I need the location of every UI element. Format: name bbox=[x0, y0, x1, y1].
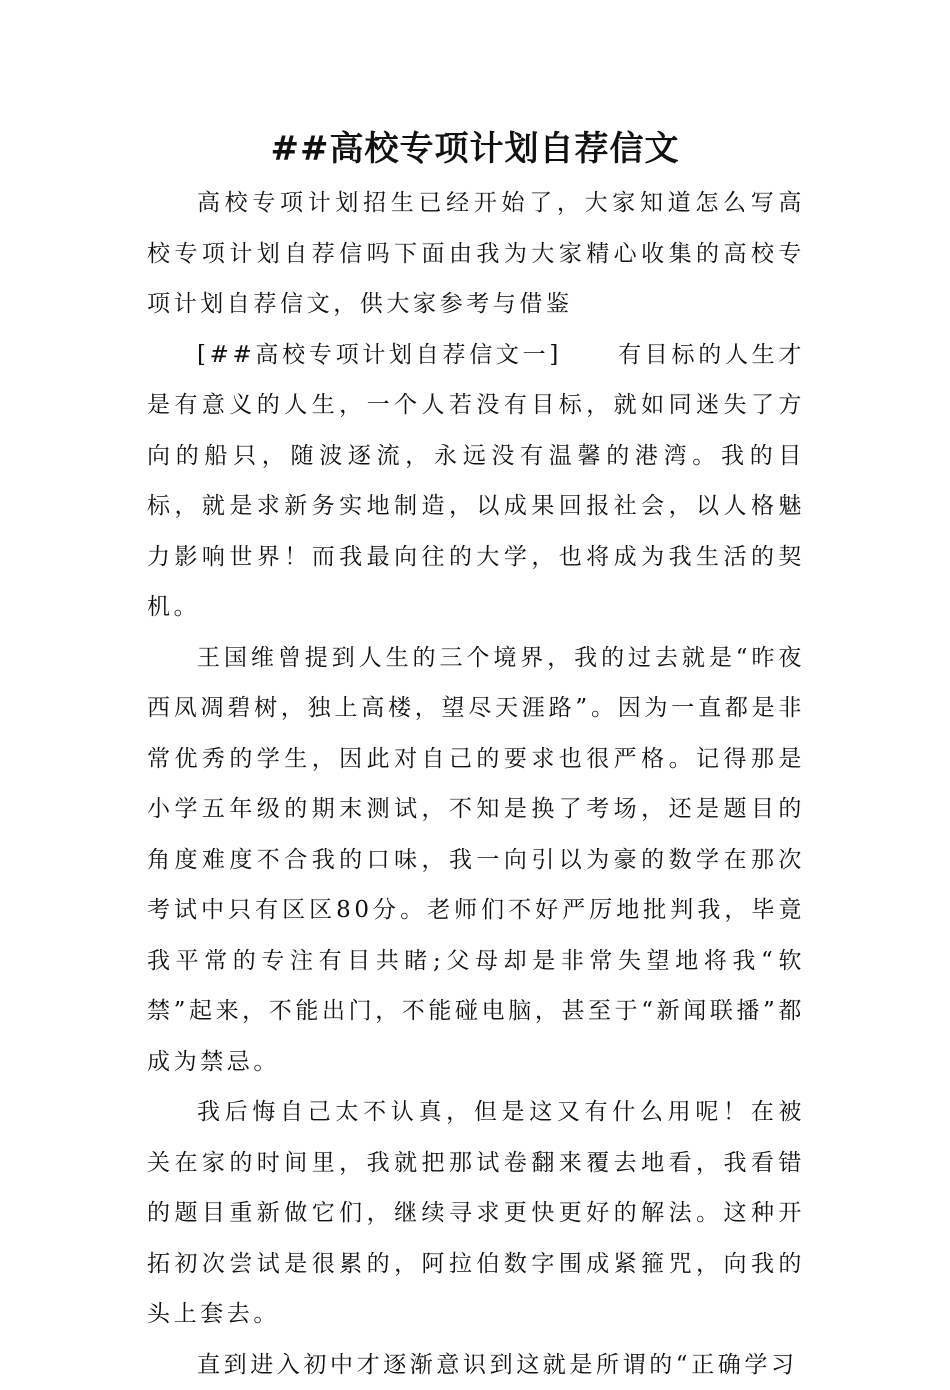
document-body bbox=[147, 178, 805, 1390]
section-paragraph bbox=[147, 330, 805, 633]
section-heading: [##高校专项计划自荐信文一] bbox=[197, 342, 562, 368]
intro-paragraph: 高校专项计划招生已经开始了，大家知道怎么写高校专项计划自荐信吗下面由我为大家精心收集的高校专项计划自荐信文，供大家参考与借鉴 bbox=[147, 178, 805, 330]
body-paragraph: 王国维曾提到人生的三个境界，我的过去就是“昨夜西凤凋碧树，独上高楼，望尽天涯路”。因为一直都是非常优秀的学生，因此对自己的要求也很严格。记得那是小学五年级的期末测试，不知是换了考场，还是题目的角度难度不合我的口味，我一向引以为豪的数学在那次考试中只有区区80分。老师们不好严厉地批判我，毕竟我平常的专注有目共睹;父母却是非常失望地将我“软禁”起来，不能出门，不能碰电脑，甚至于“新闻联播”都成为禁忌。 bbox=[147, 633, 805, 1088]
body-paragraph: 我后悔自己太不认真，但是这又有什么用呢！在被关在家的时间里，我就把那试卷翻来覆去地看，我看错的题目重新做它们，继续寻求更快更好的解法。这种开拓初次尝试是很累的，阿拉伯数字围成紧箍咒，向我的头上套去。 bbox=[147, 1087, 805, 1340]
document-title: ##高校专项计划自荐信文 bbox=[0, 122, 950, 176]
section-lead-text: 有目标的人生才是有意义的人生，一个人若没有目标，就如同迷失了方向的船只，随波逐流，永远没有温馨的港湾。我的目标，就是求新务实地制造，以成果回报社会，以人格魅力影响世界！而我最向往的大学，也将成为我生活的契机。 bbox=[147, 342, 805, 621]
body-paragraph: 直到进入初中才逐渐意识到这就是所谓的“正确学习 bbox=[147, 1340, 805, 1390]
